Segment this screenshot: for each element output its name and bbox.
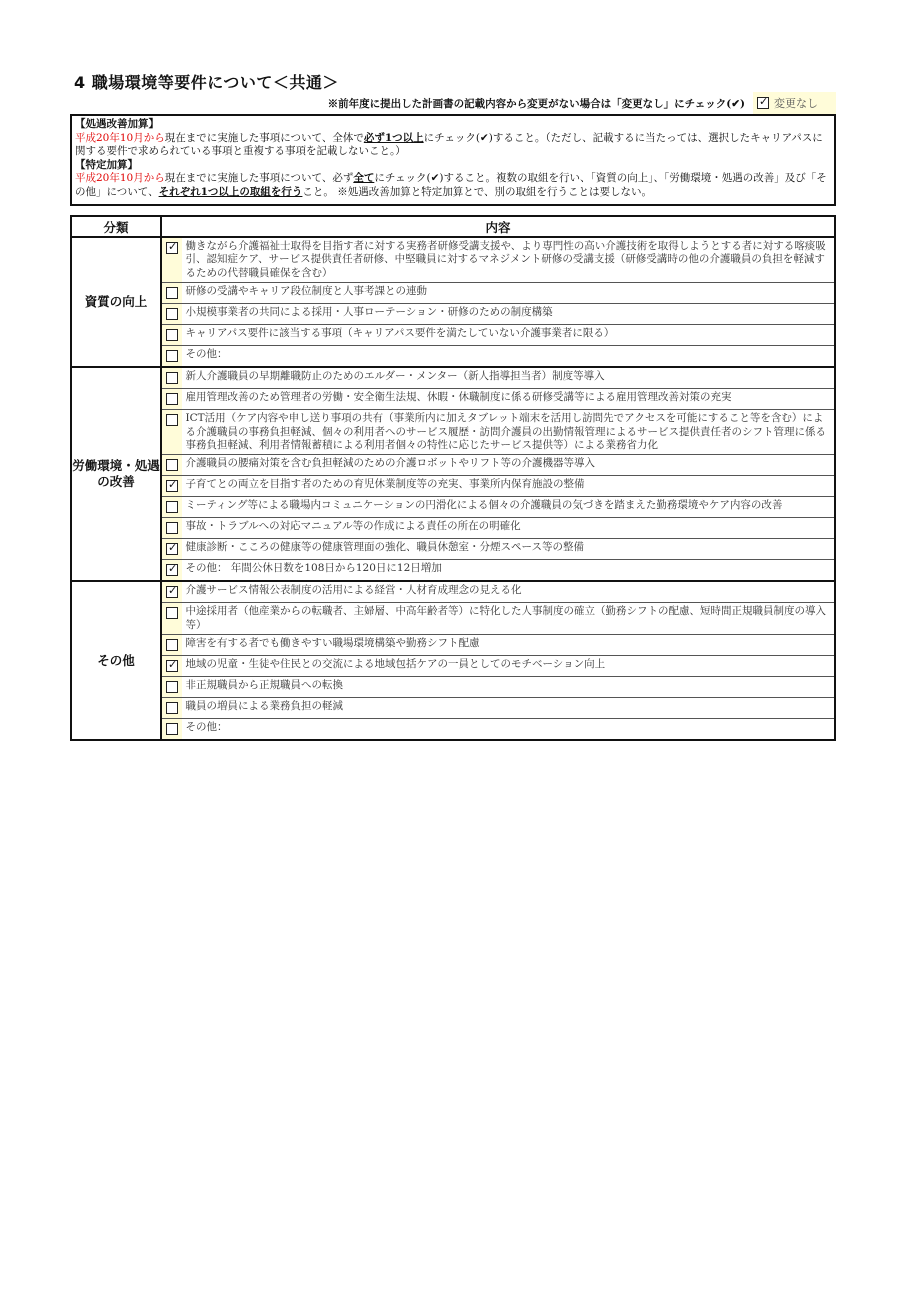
item-checkbox[interactable] <box>166 350 178 362</box>
item-checkbox[interactable] <box>166 308 178 320</box>
item-checkbox[interactable] <box>166 723 178 735</box>
table-row <box>71 346 835 368</box>
checkbox-cell <box>161 581 181 603</box>
table-row <box>71 410 835 455</box>
checkbox-cell <box>161 410 181 455</box>
table-row <box>71 237 835 283</box>
item-checkbox[interactable] <box>166 480 178 492</box>
item-checkbox[interactable] <box>166 586 178 598</box>
item-text: 健康診断・こころの健康等の健康管理面の強化、職員休憩室・分煙スペース等の整備 <box>181 539 835 560</box>
checkbox-cell <box>161 635 181 656</box>
instruction-heading-tokutei: 【特定加算】 <box>75 158 138 171</box>
table-row <box>71 560 835 582</box>
instruction-text-tokutei: 平成20年10月から現在までに実施した事項について、必ず全てにチェック(✔)すること。複数の取組を行い、「資質の向上」、「労働環境・処遇の改善」及び「その他」について、それぞれ1つ以上の取組を行うこと。 ※処遇改善加算と特定加算とで、別の取組を行うことは要しない。 <box>75 172 827 198</box>
item-text: その他： 年間公休日数を108日から120日に12日増加 <box>181 560 835 582</box>
table-row <box>71 455 835 476</box>
no-change-note <box>300 92 836 114</box>
item-checkbox[interactable] <box>166 329 178 341</box>
item-text: ミーティング等による職場内コミュニケーションの円滑化による個々の介護職員の気づきを踏まえた勤務環境やケア内容の改善 <box>181 497 835 518</box>
item-checkbox[interactable] <box>166 607 178 619</box>
checkbox-cell <box>161 497 181 518</box>
item-checkbox[interactable] <box>166 372 178 384</box>
checkbox-cell <box>161 476 181 497</box>
table-row <box>71 367 835 389</box>
checkbox-cell <box>161 346 181 368</box>
item-text: 働きながら介護福祉士取得を目指す者に対する実務者研修受講支援や、より専門性の高い介護技術を取得しようとする者に対する喀痰吸引、認知症ケア、サービス提供責任者研修、中堅職員に対するマネジメント研修の受講支援（研修受講時の他の介護職員の負担を軽減するための代替職員確保を含む） <box>181 237 835 283</box>
no-change-checkbox[interactable] <box>757 97 769 109</box>
checkbox-cell <box>161 325 181 346</box>
section-title: 4 職場環境等要件について＜共通＞ <box>74 73 339 92</box>
category-cell: 資質の向上 <box>71 237 161 367</box>
item-checkbox[interactable] <box>166 564 178 576</box>
checkbox-cell <box>161 560 181 582</box>
item-text: 障害を有する者でも働きやすい職場環境構築や勤務シフト配慮 <box>181 635 835 656</box>
checkbox-cell <box>161 367 181 389</box>
checkbox-cell <box>161 656 181 677</box>
no-change-field[interactable] <box>753 92 836 114</box>
table-row <box>71 581 835 603</box>
item-checkbox[interactable] <box>166 242 178 254</box>
table-row <box>71 698 835 719</box>
table-row <box>71 539 835 560</box>
item-text: 研修の受講やキャリア段位制度と人事考課との連動 <box>181 283 835 304</box>
no-change-instruction: ※前年度に提出した計画書の記載内容から変更がない場合は「変更なし」にチェック(✔) <box>327 97 745 110</box>
table-row <box>71 603 835 635</box>
table-header-row <box>71 216 835 237</box>
category-cell: 労働環境・処遇の改善 <box>71 367 161 581</box>
table-row <box>71 635 835 656</box>
checkbox-cell <box>161 237 181 283</box>
header-content: 内容 <box>161 216 835 237</box>
table-row <box>71 656 835 677</box>
item-text: ICT活用（ケア内容や申し送り事項の共有（事業所内に加えタブレット端末を活用し訪問先でアクセスを可能にすること等を含む）による介護職員の事務負担軽減、個々の利用者へのサービス履歴・訪問介護員の出勤情報管理によるサービス提供責任者のシフト管理に係る事務負担軽減、利用者情報蓄積による利用者個々の特性に応じたサービス提供等）による業務省力化 <box>181 410 835 455</box>
table-row <box>71 497 835 518</box>
item-checkbox[interactable] <box>166 501 178 513</box>
instruction-heading-shogu: 【処遇改善加算】 <box>75 118 159 130</box>
item-text: 雇用管理改善のため管理者の労働・安全衛生法規、休暇・休職制度に係る研修受講等による雇用管理改善対策の充実 <box>181 389 835 410</box>
item-text: 新人介護職員の早期離職防止のためのエルダー・メンター（新人指導担当者）制度等導入 <box>181 367 835 389</box>
requirements-table <box>70 215 836 741</box>
table-row <box>71 719 835 741</box>
item-checkbox[interactable] <box>166 639 178 651</box>
item-checkbox[interactable] <box>166 287 178 299</box>
checkbox-cell <box>161 283 181 304</box>
checkbox-cell <box>161 698 181 719</box>
checkbox-cell <box>161 455 181 476</box>
category-cell: その他 <box>71 581 161 740</box>
item-text: 地域の児童・生徒や住民との交流による地域包括ケアの一員としてのモチベーション向上 <box>181 656 835 677</box>
checkbox-cell <box>161 677 181 698</box>
instruction-text-shogu: 平成20年10月から現在までに実施した事項について、全体で必ず1つ以上にチェック(✔)すること。（ただし、記載するに当たっては、選択したキャリアパスに関する要件で求められている事項と重複する事項を記載しないこと。） <box>75 131 823 157</box>
table-row <box>71 389 835 410</box>
table-row <box>71 476 835 497</box>
item-checkbox[interactable] <box>166 702 178 714</box>
item-text: 非正規職員から正規職員への転換 <box>181 677 835 698</box>
checkbox-cell <box>161 518 181 539</box>
checkbox-cell <box>161 603 181 635</box>
item-text: 職員の増員による業務負担の軽減 <box>181 698 835 719</box>
item-checkbox[interactable] <box>166 660 178 672</box>
item-text: その他： <box>181 346 835 368</box>
checkbox-cell <box>161 539 181 560</box>
checkbox-cell <box>161 304 181 325</box>
item-text: 子育てとの両立を目指す者のための育児休業制度等の充実、事業所内保育施設の整備 <box>181 476 835 497</box>
table-row <box>71 304 835 325</box>
item-checkbox[interactable] <box>166 543 178 555</box>
item-text: キャリアパス要件に該当する事項（キャリアパス要件を満たしていない介護事業者に限る） <box>181 325 835 346</box>
item-text: 事故・トラブルへの対応マニュアル等の作成による責任の所在の明確化 <box>181 518 835 539</box>
table-row <box>71 677 835 698</box>
table-row <box>71 283 835 304</box>
instruction-box <box>70 114 836 206</box>
item-text: 中途採用者（他産業からの転職者、主婦層、中高年齢者等）に特化した人事制度の確立（勤務シフトの配慮、短時間正規職員制度の導入等） <box>181 603 835 635</box>
item-checkbox[interactable] <box>166 681 178 693</box>
table-row <box>71 325 835 346</box>
checkbox-cell <box>161 719 181 741</box>
header-category: 分類 <box>71 216 161 237</box>
table-row <box>71 518 835 539</box>
item-text: 介護サービス情報公表制度の活用による経営・人材育成理念の見える化 <box>181 581 835 603</box>
no-change-label: 変更なし <box>774 97 818 110</box>
item-checkbox[interactable] <box>166 414 178 426</box>
item-checkbox[interactable] <box>166 393 178 405</box>
item-text: 介護職員の腰痛対策を含む負担軽減のための介護ロボットやリフト等の介護機器等導入 <box>181 455 835 476</box>
item-checkbox[interactable] <box>166 522 178 534</box>
checkbox-cell <box>161 389 181 410</box>
item-text: 小規模事業者の共同による採用・人事ローテーション・研修のための制度構築 <box>181 304 835 325</box>
item-checkbox[interactable] <box>166 459 178 471</box>
item-text: その他： <box>181 719 835 741</box>
